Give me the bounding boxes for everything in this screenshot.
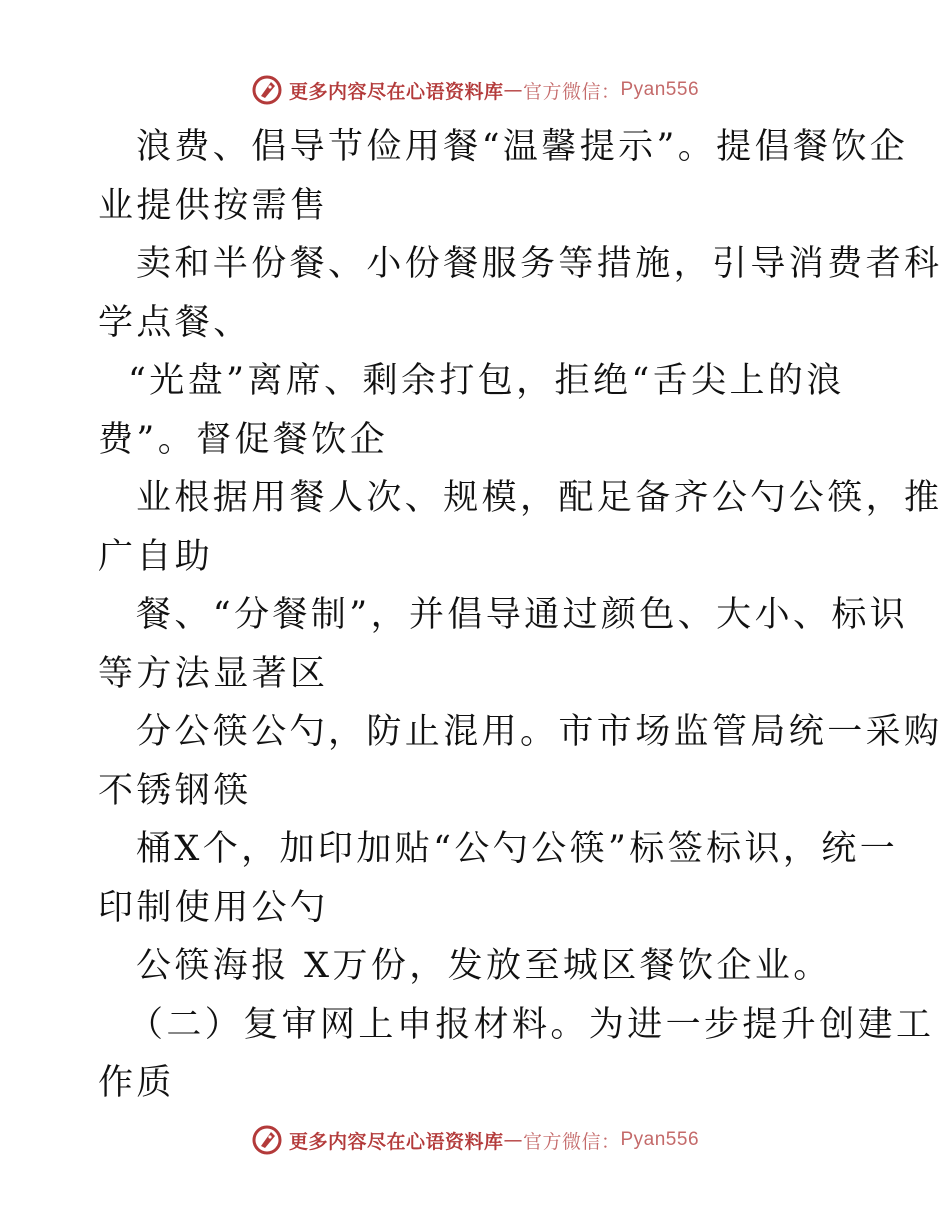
header-handle: Pyan556 [620,79,700,100]
header-main-text: 更多内容尽在心语资料库 [288,80,504,103]
body-line: “光盘”离席、剩余打包，拒绝“舌尖上的浪 [128,361,845,401]
body-line: 餐、“分餐制”，并倡导通过颜色、大小、标识 [136,595,909,635]
body-line: 业提供按需售 [98,185,329,226]
body-line: 桶X个，加印加贴“公勺公筷”标签标识，统一 [136,829,899,869]
footer-sub-text: 官方微信： [522,1130,621,1153]
pen-nib-logo-icon [251,1124,283,1156]
footer-dash: — [503,1129,523,1151]
footer-handle: Pyan556 [620,1129,700,1150]
header-dash: — [503,79,523,101]
body-line: 费”。督促餐饮企 [98,419,389,460]
footer-main-text: 更多内容尽在心语资料库 [288,1130,504,1153]
footer-banner [0,1120,950,1160]
document-body [98,118,943,1113]
body-line: 作质 [98,1063,175,1103]
body-line: 等方法显著区 [98,653,329,694]
body-line: 不锈钢筷 [98,770,252,811]
header-banner [0,70,950,110]
body-line: 公筷海报 X万份，发放至城区餐饮企业。 [136,946,832,986]
header-sub-text: 官方微信： [522,80,621,103]
body-line: 业根据用餐人次、规模，配足备齐公勺公筷，推 [136,478,943,518]
body-line: 学点餐、 [98,302,252,343]
body-line: 浪费、倡导节俭用餐“温馨提示”。提倡餐饮企 [136,127,909,167]
body-line: 分公筷公勺，防止混用。市市场监管局统一采购 [136,712,943,752]
body-line: （二）复审网上申报材料。为进一步提升创建工 [128,1004,935,1045]
body-line: 印制使用公勺 [98,887,329,928]
body-line: 广自助 [98,536,214,577]
body-line: 卖和半份餐、小份餐服务等措施，引导消费者科 [136,244,943,284]
pen-nib-logo-icon [251,74,283,106]
